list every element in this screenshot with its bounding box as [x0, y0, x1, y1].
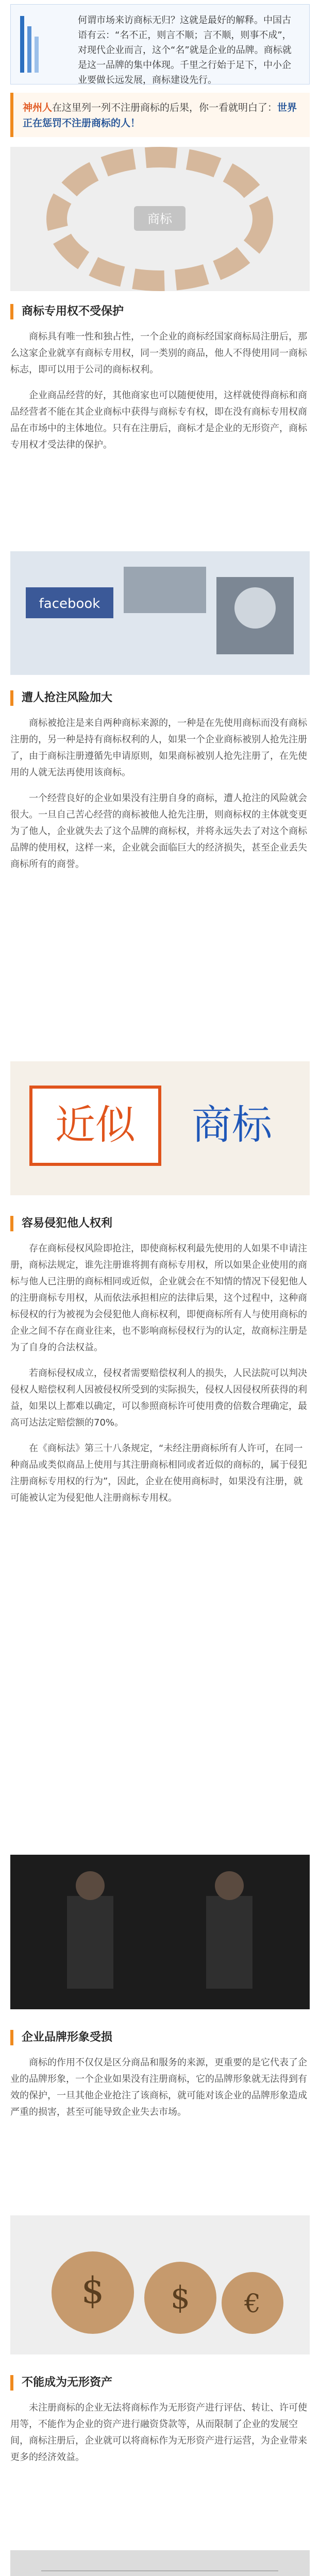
intro-decoration — [20, 16, 70, 73]
section-paragraph: 企业商品经营的好，其他商家也可以随便使用，这样就使得商标和商品经营者不能在其企业商标中获得与商标专有权，即在没有商标专用权商品在市场中的主体地位。只有在注册后，商标才是企业的无形资产，商标专用权才受法律的保护。 — [10, 390, 307, 450]
section-paragraph: 存在商标侵权风险即抢注，即使商标权利最先使用的人如果不申请注册，商标法规定，谁先注册谁将拥有商标专用权，所以如果企业使用的商标与他人已注册的商标相同或近似，企业就会在不知情的情况下侵犯他人的注册商标专用权，从而依法承担相应的法律后果，这个过程中，这种商标侵权的行为被视为会侵犯他人商标权利，即便商标所有人与使用商标的企业之间不存在商业往来，也不影响商标侵权行为的认定，故商标注册是为了自身的合法权益。 — [10, 1243, 307, 1353]
section-title: 遭人抢注风险加大 — [10, 690, 310, 706]
svg-text:$: $ — [81, 2269, 105, 2312]
quote-brand: 神州人 — [23, 102, 53, 113]
hands-trademark-photo — [10, 147, 310, 291]
quote-highlight: 世界正在惩罚不注册商标的人！ — [23, 102, 297, 129]
section-title: 企业品牌形象受损 — [10, 2030, 310, 2045]
intro-box — [10, 4, 310, 84]
similar-trademark-photo — [10, 1061, 310, 1195]
section-2 — [10, 690, 310, 882]
section-paragraph: 若商标侵权成立，侵权者需要赔偿权利人的损失，人民法院可以判决侵权人赔偿权利人因被侵权所受到的实际损失，侵权人因侵权所获得的利益，如果以上都难以确定，可以参照商标许可使用费的倍数合理确定，最高可达法定赔偿额的70%。 — [10, 1368, 307, 1428]
brand-logos-photo — [10, 551, 310, 675]
svg-text:$: $ — [170, 2280, 191, 2316]
svg-text:近似: 近似 — [55, 1102, 136, 1148]
intro-text: 何谓市场来访商标无归？这就是最好的解释。中国古语有云：“名不正，则言不顺；言不顺，则事不成”，对现代企业而言，这个“名”就是企业的品牌。商标就是这一品牌的集中体现。千里之行始于足下，中小企业要做长远发展，商标建设先行。 — [78, 15, 292, 86]
stressed-man-photo — [10, 2550, 310, 2576]
section-title: 容易侵犯他人权利 — [10, 1216, 310, 1231]
svg-text:€: € — [244, 2289, 261, 2318]
section-paragraph: 在《商标法》第三十八条规定，“未经注册商标所有人许可，在同一种商品或类似商品上使用与其注册商标相同或者近似的商标的，属于侵犯注册商标专用权的行为”，因此，企业在使用商标时，如果没有注册，就可能被认定为侵犯他人注册商标专用权。 — [10, 1443, 307, 1503]
businessmen-photo — [10, 1855, 310, 2009]
intro-quote — [10, 93, 310, 137]
section-4 — [10, 2030, 310, 2130]
section-3 — [10, 1216, 310, 1516]
section-title: 商标专用权不受保护 — [10, 304, 310, 319]
section-1 — [10, 304, 310, 463]
section-5 — [10, 2375, 310, 2475]
section-paragraph: 商标被抢注是来自两种商标来源的，一种是在先使用商标而没有商标注册的，另一种是持有商标权利的人，如果一个企业商标被别人抢先注册了，由于商标注册遵循先申请原则，如果商标被别人抢先注册了，在先使用的人就无法再使用该商标。 — [10, 718, 307, 778]
section-paragraph: 未注册商标的企业无法将商标作为无形资产进行评估、转让、许可使用等，不能作为企业的资产进行融资贷款等，从而限制了企业的发展空间，商标注册后，企业就可以将商标作为无形资产进行运营，为企业带来更多的经济效益。 — [10, 2402, 307, 2463]
svg-text:商标: 商标 — [147, 212, 172, 226]
svg-text:商标: 商标 — [191, 1102, 273, 1148]
section-paragraph: 商标的作用不仅仅是区分商品和服务的来源，更重要的是它代表了企业的品牌形象，一个企业如果没有注册商标，它的品牌形象就无法得到有效的保护，一旦其他企业抢注了该商标，就可能对该企业的品牌形象造成严重的损害，甚至可能导致企业失去市场。 — [10, 2057, 307, 2117]
quote-text: 在这里列一列不注册商标的后果，你一看就明白了： — [52, 102, 278, 113]
money-bags-photo — [10, 2215, 310, 2354]
svg-text:facebook: facebook — [39, 596, 100, 612]
section-paragraph: 商标具有唯一性和独占性，一个企业的商标经国家商标局注册后，那么这家企业就享有商标专用权，同一类别的商品，他人不得使用同一商标标志，即可以用于公司的商标权利。 — [10, 331, 307, 375]
section-title: 不能成为无形资产 — [10, 2375, 310, 2391]
section-paragraph: 一个经营良好的企业如果没有注册自身的商标，遭人抢注的风险就会很大。一旦自己苦心经营的商标被他人抢先注册，则商标权的主体就变更为了他人，企业就失去了这个品牌的商标权，并将永远失去了对这个商标品牌的使用权，这样一来，企业就会面临巨大的经济损失，甚至企业丢失商标所有的商誉。 — [10, 793, 307, 870]
